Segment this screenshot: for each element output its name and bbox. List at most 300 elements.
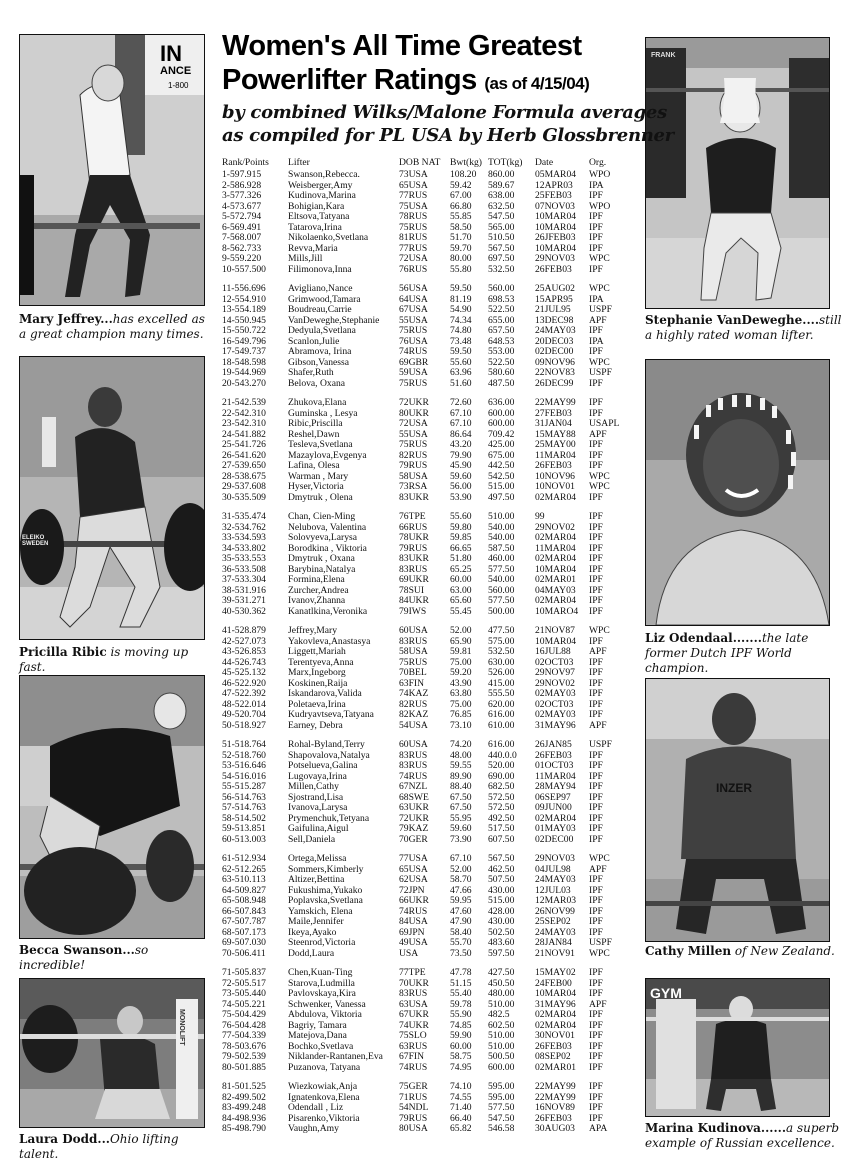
cell-meet-date: 01OCT03 <box>535 760 574 771</box>
cell-bodyweight: 58.40 <box>450 926 472 938</box>
cell-meet-date: 24FEB00 <box>535 977 572 989</box>
cell-bodyweight: 67.10 <box>450 418 472 429</box>
cell-dob-nat: 82RUS <box>399 698 428 710</box>
cell-total: 540.00 <box>488 532 515 543</box>
cell-bodyweight: 74.20 <box>450 739 472 750</box>
table-row <box>222 679 642 690</box>
table-row <box>222 596 642 607</box>
table-row <box>222 461 642 472</box>
cell-meet-date: 02MAR04 <box>535 1019 577 1031</box>
page-title-line2 <box>222 64 589 100</box>
cell-dob-nat: 83RUS <box>399 563 428 575</box>
photo-becca-swanson <box>19 675 205 939</box>
cell-dob-nat: 75RUS <box>399 656 428 668</box>
cell-meet-date: 26NOV99 <box>535 905 575 917</box>
cell-org: IPF <box>589 1051 603 1062</box>
cell-total: 522.50 <box>488 356 515 368</box>
cell-total: 510.00 <box>488 1040 515 1052</box>
cell-lifter-name: Bohigian,Kara <box>288 200 345 212</box>
cell-rank-points: 81-501.525 <box>222 1081 266 1092</box>
cell-total: 682.50 <box>488 781 515 792</box>
cell-total: 607.50 <box>488 833 515 845</box>
header-date: Date <box>535 157 554 168</box>
cell-lifter-name: Ikeya,Ayako <box>288 926 337 938</box>
cell-lifter-name: Zhukova,Elana <box>288 397 347 408</box>
cell-meet-date: 99 <box>535 511 545 522</box>
cell-meet-date: 21JUL95 <box>535 304 571 315</box>
cell-org: IPF <box>589 242 603 254</box>
table-row <box>222 751 642 762</box>
cell-dob-nat: 69UKR <box>399 574 429 585</box>
cell-lifter-name: Borodkina , Viktoria <box>288 542 367 554</box>
cell-lifter-name: Yakovleva,Anastasya <box>288 635 371 647</box>
cell-org: IPF <box>589 812 603 824</box>
table-row <box>222 544 642 555</box>
cell-total: 480.00 <box>488 988 515 999</box>
cell-lifter-name: Dmytruk , Oxana <box>288 553 355 564</box>
cell-lifter-name: Sell,Daniela <box>288 833 336 845</box>
cell-lifter-name: Ortega,Melissa <box>288 853 347 864</box>
cell-meet-date: 22MAY99 <box>535 1091 576 1103</box>
cell-meet-date: 09JUN00 <box>535 802 572 813</box>
table-row <box>222 637 642 648</box>
cell-meet-date: 12APR03 <box>535 179 573 191</box>
table-row <box>222 305 642 316</box>
table-row <box>222 451 642 462</box>
table-row <box>222 782 642 793</box>
cell-total: 510.00 <box>488 1030 515 1041</box>
cell-rank-points: 21-542.539 <box>222 397 266 408</box>
cell-meet-date: 12MAR03 <box>535 895 577 906</box>
cell-rank-points: 42-527.073 <box>222 635 266 647</box>
table-row <box>222 949 642 960</box>
cell-bodyweight: 59.60 <box>450 823 472 834</box>
cell-meet-date: 28MAY94 <box>535 781 576 792</box>
photo-pricilla-ribic-image <box>20 357 204 639</box>
cell-bodyweight: 43.20 <box>450 439 472 450</box>
cell-meet-date: 11MAR04 <box>535 542 576 554</box>
cell-rank-points: 46-522.920 <box>222 677 266 689</box>
cell-rank-points: 70-506.411 <box>222 947 266 959</box>
table-row <box>222 295 642 306</box>
table-row <box>222 398 642 409</box>
cell-org: WPC <box>589 470 610 482</box>
caption-laura-name: Laura Dodd... <box>19 1132 110 1146</box>
cell-total: 515.00 <box>488 895 515 906</box>
cell-total: 542.50 <box>488 470 515 482</box>
caption-cathy-text: of New Zealand. <box>734 944 835 958</box>
cell-lifter-name: Barybina,Natalya <box>288 563 356 575</box>
cell-dob-nat: 74KAZ <box>399 688 429 699</box>
table-row <box>222 202 642 213</box>
cell-dob-nat: 60USA <box>399 739 428 750</box>
photo-pricilla-ribic <box>19 356 205 640</box>
cell-rank-points: 64-509.827 <box>222 884 266 896</box>
cell-bodyweight: 55.60 <box>450 356 472 368</box>
cell-bodyweight: 75.00 <box>450 698 472 710</box>
cell-bodyweight: 66.65 <box>450 542 472 554</box>
cell-bodyweight: 66.40 <box>450 1112 472 1124</box>
caption-pricilla-text: is moving up fast. <box>19 645 189 674</box>
cell-org: USPF <box>589 937 612 948</box>
table-row <box>222 761 642 772</box>
caption-cathy-name: Cathy Millen <box>645 944 732 958</box>
cell-rank-points: 31-535.474 <box>222 511 266 522</box>
table-row <box>222 575 642 586</box>
table-row <box>222 409 642 420</box>
cell-meet-date: 26FEB03 <box>535 1040 572 1052</box>
photo-becca-swanson-image <box>20 676 204 938</box>
cell-total: 502.50 <box>488 926 515 938</box>
cell-dob-nat: 69GBR <box>399 356 429 368</box>
cell-meet-date: 02MAR04 <box>535 532 577 543</box>
cell-org: IPF <box>589 407 603 419</box>
cell-lifter-name: Abramova, Irina <box>288 346 352 357</box>
table-row <box>222 1124 642 1135</box>
cell-meet-date: 21NOV91 <box>535 947 575 959</box>
cell-org: USPF <box>589 367 612 378</box>
cell-total: 620.00 <box>488 698 515 710</box>
cell-dob-nat: 72USA <box>399 253 428 264</box>
cell-bodyweight: 88.40 <box>450 781 472 792</box>
cell-lifter-name: Terentyeva,Anna <box>288 656 354 668</box>
table-row <box>222 835 642 846</box>
cell-total: 430.00 <box>488 916 515 927</box>
cell-bodyweight: 59.78 <box>450 998 472 1010</box>
cell-dob-nat: 75SLO <box>399 1030 427 1041</box>
cell-total: 522.50 <box>488 304 515 315</box>
table-row <box>222 917 642 928</box>
cell-meet-date: 30NOV01 <box>535 1030 575 1041</box>
cell-meet-date: 06SEP97 <box>535 791 571 803</box>
cell-total: 595.00 <box>488 1091 515 1103</box>
banner-in-text: IN <box>160 41 182 66</box>
photo-stephanie-image <box>646 38 829 308</box>
table-row <box>222 223 642 234</box>
cell-org: IPF <box>589 605 603 617</box>
cell-meet-date: 31MAY96 <box>535 998 576 1010</box>
cell-bodyweight: 63.80 <box>450 688 472 699</box>
cell-lifter-name: Schwenker, Vanessa <box>288 998 366 1010</box>
cell-lifter-name: Niklander-Rantanen,Eva <box>288 1051 383 1062</box>
cell-bodyweight: 73.10 <box>450 719 472 731</box>
cell-org: IPF <box>589 460 603 471</box>
cell-meet-date: 01MAY03 <box>535 823 576 834</box>
cell-lifter-name: Prymenchuk,Tetyana <box>288 812 370 824</box>
cell-org: IPF <box>589 449 603 461</box>
cell-rank-points: 71-505.837 <box>222 967 266 978</box>
cell-bodyweight: 86.64 <box>450 428 472 440</box>
cell-lifter-name: Kanatlkina,Veronika <box>288 605 368 617</box>
cell-lifter-name: Tesleva,Svetlana <box>288 439 353 450</box>
cell-org: IPF <box>589 439 603 450</box>
cell-total: 616.00 <box>488 739 515 750</box>
cell-rank-points: 1-597.915 <box>222 169 262 180</box>
cell-dob-nat: 77RUS <box>399 242 428 254</box>
cell-bodyweight: 48.00 <box>450 749 472 761</box>
cell-dob-nat: 83RUS <box>399 635 428 647</box>
cell-bodyweight: 47.60 <box>450 905 472 917</box>
cell-bodyweight: 58.75 <box>450 1051 472 1062</box>
cell-org: IPF <box>589 1030 603 1041</box>
cell-dob-nat: 62USA <box>399 874 428 885</box>
cell-dob-nat: 72USA <box>399 418 428 429</box>
caption-stephanie <box>645 313 845 343</box>
cell-dob-nat: 84UKR <box>399 595 429 606</box>
photo-cathy-image <box>646 679 829 941</box>
cell-meet-date: 10MARO4 <box>535 605 579 617</box>
cell-org: WPC <box>589 253 610 264</box>
cell-total: 638.00 <box>488 190 515 201</box>
cell-lifter-name: Bochko,Svetlava <box>288 1040 354 1052</box>
cell-dob-nat: 54USA <box>399 719 428 731</box>
cell-meet-date: 04MAY03 <box>535 584 576 596</box>
cell-org: IPF <box>589 667 603 678</box>
cell-bodyweight: 80.00 <box>450 253 472 264</box>
cell-rank-points: 30-535.509 <box>222 491 266 503</box>
cell-dob-nat: 73RSA <box>399 481 428 492</box>
cell-lifter-name: Marx,Ingeborg <box>288 667 346 678</box>
cell-meet-date: 26FEB03 <box>535 263 572 275</box>
cell-total: 555.50 <box>488 688 515 699</box>
table-row <box>222 316 642 327</box>
photo-liz-odendaal <box>645 359 830 626</box>
cell-meet-date: 30AUG03 <box>535 1123 575 1134</box>
cell-rank-points: 16-549.796 <box>222 335 266 347</box>
cell-dob-nat: 64USA <box>399 293 428 305</box>
cell-meet-date: 10MAR04 <box>535 221 577 233</box>
cell-rank-points: 48-522.014 <box>222 698 266 710</box>
cell-meet-date: 21NOV87 <box>535 625 575 636</box>
gym-sign-text: GYM <box>650 985 682 1001</box>
cell-bodyweight: 43.90 <box>450 677 472 689</box>
cell-bodyweight: 67.50 <box>450 802 472 813</box>
cell-lifter-name: Poplavska,Svetlana <box>288 895 363 906</box>
cell-meet-date: 13DEC98 <box>535 314 574 326</box>
cell-total: 860.00 <box>488 169 515 180</box>
cell-meet-date: 02MAR04 <box>535 1009 577 1020</box>
caption-marina-kudinova <box>645 1121 845 1151</box>
cell-org: IPF <box>589 698 603 710</box>
cell-lifter-name: Avigliano,Nance <box>288 283 353 294</box>
cell-dob-nat: 63FIN <box>399 677 425 689</box>
cell-meet-date: 10MAR04 <box>535 635 577 647</box>
cell-bodyweight: 79.90 <box>450 449 472 461</box>
cell-dob-nat: 71RUS <box>399 1091 428 1103</box>
cell-rank-points: 68-507.173 <box>222 926 266 938</box>
cell-total: 657.50 <box>488 325 515 336</box>
cell-bodyweight: 55.40 <box>450 988 472 999</box>
cell-meet-date: 12JUL03 <box>535 884 571 896</box>
table-row <box>222 1021 642 1032</box>
cell-rank-points: 47-522.392 <box>222 688 266 699</box>
cell-rank-points: 44-526.743 <box>222 656 266 668</box>
cell-org: IPF <box>589 511 603 522</box>
cell-rank-points: 45-525.132 <box>222 667 266 678</box>
cell-bodyweight: 65.82 <box>450 1123 472 1134</box>
header-lifter: Lifter <box>288 157 310 168</box>
cell-org: IPF <box>589 656 603 668</box>
cell-dob-nat: 74RUS <box>399 770 428 782</box>
cell-dob-nat: 65USA <box>399 179 428 191</box>
cell-total: 572.50 <box>488 791 515 803</box>
cell-dob-nat: 74RUS <box>399 1061 428 1073</box>
cell-org: USPF <box>589 304 612 315</box>
cell-total: 427.50 <box>488 967 515 978</box>
shirt-frank-text: FRANK <box>651 52 676 59</box>
caption-liz-name: Liz Odendaal....... <box>645 631 762 645</box>
cell-bodyweight: 55.70 <box>450 937 472 948</box>
cell-org: IPF <box>589 190 603 201</box>
cell-lifter-name: Eltsova,Tatyana <box>288 211 350 222</box>
cell-total: 580.60 <box>488 367 515 378</box>
cell-dob-nat: 75RUS <box>399 221 428 233</box>
cell-total: 597.50 <box>488 947 515 959</box>
cell-lifter-name: Belova, Oxana <box>288 377 346 389</box>
cell-meet-date: 02MAR01 <box>535 574 577 585</box>
cell-bodyweight: 59.80 <box>450 521 472 533</box>
group-gap <box>222 959 642 968</box>
table-row <box>222 233 642 244</box>
cell-dob-nat: 82KAZ <box>399 709 429 720</box>
cell-meet-date: 09NOV96 <box>535 356 575 368</box>
caption-mary-text: has excelled as a great champion many times. <box>19 312 205 341</box>
cell-bodyweight: 89.90 <box>450 770 472 782</box>
table-row <box>222 793 642 804</box>
cell-org: IPF <box>589 977 603 989</box>
cell-rank-points: 61-512.934 <box>222 853 266 864</box>
cell-rank-points: 52-518.760 <box>222 749 266 761</box>
table-row <box>222 647 642 658</box>
cell-total: 540.00 <box>488 521 515 533</box>
cell-org: IPF <box>589 595 603 606</box>
cell-rank-points: 8-562.733 <box>222 242 262 254</box>
cell-total: 636.00 <box>488 397 515 408</box>
cell-bodyweight: 59.70 <box>450 242 472 254</box>
cell-bodyweight: 67.10 <box>450 407 472 419</box>
cell-lifter-name: Chen,Kuan-Ting <box>288 967 353 978</box>
cell-lifter-name: Dodd,Laura <box>288 947 335 959</box>
cell-meet-date: 24MAY03 <box>535 325 576 336</box>
cell-meet-date: 10MAR04 <box>535 563 577 575</box>
cell-total: 487.50 <box>488 377 515 389</box>
caption-cathy-millen <box>645 944 845 959</box>
cell-meet-date: 02MAR01 <box>535 1061 577 1073</box>
group-gap <box>222 1073 642 1082</box>
cell-meet-date: 16NOV89 <box>535 1102 575 1113</box>
cell-bodyweight: 59.55 <box>450 760 472 771</box>
cell-bodyweight: 55.90 <box>450 1009 472 1020</box>
table-row <box>222 347 642 358</box>
cell-bodyweight: 47.66 <box>450 884 472 896</box>
cell-bodyweight: 67.00 <box>450 190 472 201</box>
cell-total: 515.00 <box>488 481 515 492</box>
table-row <box>222 244 642 255</box>
table-row <box>222 191 642 202</box>
cell-rank-points: 22-542.310 <box>222 407 266 419</box>
cell-meet-date: 25FEB03 <box>535 190 572 201</box>
cell-meet-date: 26DEC99 <box>535 377 574 389</box>
cell-org: IPF <box>589 232 603 243</box>
cell-lifter-name: Scanlon,Julie <box>288 335 340 347</box>
cell-rank-points: 11-556.696 <box>222 283 266 294</box>
cell-dob-nat: 60USA <box>399 625 428 636</box>
cell-total: 547.50 <box>488 1112 515 1124</box>
cell-lifter-name: Shafer,Ruth <box>288 367 334 378</box>
cell-org: APA <box>589 1123 608 1134</box>
cell-meet-date: 02MAR04 <box>535 491 577 503</box>
cell-total: 526.00 <box>488 667 515 678</box>
table-row <box>222 689 642 700</box>
cell-org: WPC <box>589 853 610 864</box>
table-row <box>222 814 642 825</box>
cell-meet-date: 31JAN04 <box>535 418 572 429</box>
photo-stephanie-vandeweghe <box>645 37 830 309</box>
cell-meet-date: 05MAR04 <box>535 169 577 180</box>
cell-meet-date: 02DEC00 <box>535 833 574 845</box>
caption-laura-text: Ohio lifting talent. <box>19 1132 179 1161</box>
cell-lifter-name: Nikolaenko,Svetlana <box>288 232 369 243</box>
cell-rank-points: 4-573.677 <box>222 200 262 212</box>
cell-lifter-name: Weisberger,Amy <box>288 179 353 191</box>
cell-bodyweight: 47.78 <box>450 967 472 978</box>
cell-bodyweight: 51.60 <box>450 377 472 389</box>
table-row <box>222 482 642 493</box>
cell-bodyweight: 81.19 <box>450 293 472 305</box>
cell-org: IPA <box>589 179 604 191</box>
cell-rank-points: 80-501.885 <box>222 1061 266 1073</box>
caption-marina-text: a superb example of Russian excellence. <box>645 1121 840 1150</box>
photo-laura-dodd <box>19 978 205 1128</box>
cell-org: IPF <box>589 574 603 585</box>
cell-rank-points: 55-515.287 <box>222 781 266 792</box>
cell-dob-nat: 70UKR <box>399 977 429 989</box>
cell-total: 547.50 <box>488 211 515 222</box>
cell-lifter-name: Reshel,Dawn <box>288 428 340 440</box>
table-row <box>222 907 642 918</box>
cell-meet-date: 24MAY03 <box>535 874 576 885</box>
caption-marina-name: Marina Kudinova...... <box>645 1121 786 1135</box>
cell-dob-nat: 69JPN <box>399 926 425 938</box>
cell-bodyweight: 75.00 <box>450 656 472 668</box>
cell-total: 477.50 <box>488 625 515 636</box>
cell-rank-points: 32-534.762 <box>222 521 266 533</box>
table-row <box>222 1000 642 1011</box>
cell-meet-date: 02MAY03 <box>535 688 576 699</box>
cell-org: IPA <box>589 335 604 347</box>
table-row <box>222 181 642 192</box>
cell-bodyweight: 74.95 <box>450 1061 472 1073</box>
cell-org: IPF <box>589 905 603 917</box>
cell-lifter-name: Warman , Mary <box>288 470 349 482</box>
cell-meet-date: 10MAR04 <box>535 211 577 222</box>
cell-bodyweight: 108.20 <box>450 169 477 180</box>
banner-phone-text: 1-800 <box>168 81 189 90</box>
cell-lifter-name: Matejova,Dana <box>288 1030 347 1041</box>
cell-bodyweight: 73.90 <box>450 833 472 845</box>
cell-lifter-name: Odendall , Liz <box>288 1102 344 1113</box>
cell-bodyweight: 63.00 <box>450 584 472 596</box>
cell-bodyweight: 74.34 <box>450 314 472 326</box>
cell-dob-nat: 83RUS <box>399 988 428 999</box>
table-row <box>222 626 642 637</box>
cell-dob-nat: 63UKR <box>399 802 429 813</box>
cell-lifter-name: Rohal-Byland,Terry <box>288 739 365 750</box>
cell-org: IPF <box>589 802 603 813</box>
cell-org: IPF <box>589 926 603 938</box>
cell-total: 553.00 <box>488 346 515 357</box>
table-row <box>222 533 642 544</box>
